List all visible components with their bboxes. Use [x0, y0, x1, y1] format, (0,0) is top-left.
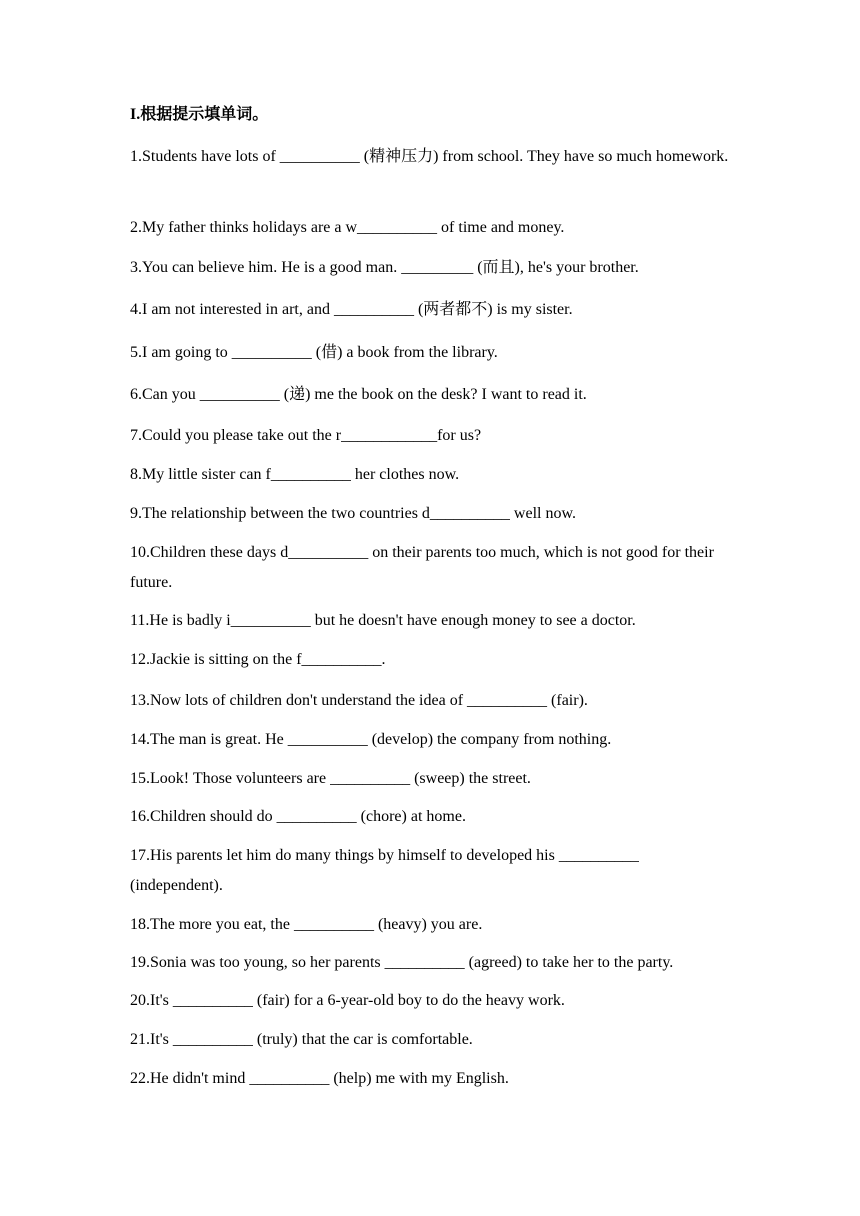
question-14: 14.The man is great. He __________ (develop) the company from nothing. [130, 731, 612, 748]
section-title: I.根据提示填单词。 [130, 106, 269, 123]
question-12: 12.Jackie is sitting on the f__________. [130, 651, 386, 668]
question-11: 11.He is badly i__________ but he doesn't have enough money to see a doctor. [130, 612, 636, 629]
question-17: 17.His parents let him do many things by himself to developed his __________ (independent). [130, 847, 639, 894]
question-1: 1.Students have lots of __________ (精神压力) from school. They have so much homework. [130, 148, 729, 165]
question-22: 22.He didn't mind __________ (help) me with my English. [130, 1070, 509, 1087]
question-5: 5.I am going to __________ (借) a book from the library. [130, 344, 498, 361]
question-2: 2.My father thinks holidays are a w__________ of time and money. [130, 219, 565, 236]
question-7: 7.Could you please take out the r____________for us? [130, 427, 482, 444]
question-18: 18.The more you eat, the __________ (heavy) you are. [130, 916, 483, 933]
question-15: 15.Look! Those volunteers are __________ (sweep) the street. [130, 770, 531, 787]
question-6: 6.Can you __________ (递) me the book on the desk? I want to read it. [130, 386, 587, 403]
question-16: 16.Children should do __________ (chore) at home. [130, 808, 466, 825]
question-21: 21.It's __________ (truly) that the car is comfortable. [130, 1031, 473, 1048]
question-10: 10.Children these days d__________ on their parents too much, which is not good for their future. [130, 544, 714, 591]
question-13: 13.Now lots of children don't understand the idea of __________ (fair). [130, 692, 588, 709]
question-8: 8.My little sister can f__________ her clothes now. [130, 466, 460, 483]
question-3: 3.You can believe him. He is a good man. _________ (而且), he's your brother. [130, 259, 639, 276]
question-19: 19.Sonia was too young, so her parents __________ (agreed) to take her to the party. [130, 954, 674, 971]
question-9: 9.The relationship between the two countries d__________ well now. [130, 505, 576, 522]
question-20: 20.It's __________ (fair) for a 6-year-old boy to do the heavy work. [130, 992, 565, 1009]
question-4: 4.I am not interested in art, and __________ (两者都不) is my sister. [130, 301, 573, 318]
